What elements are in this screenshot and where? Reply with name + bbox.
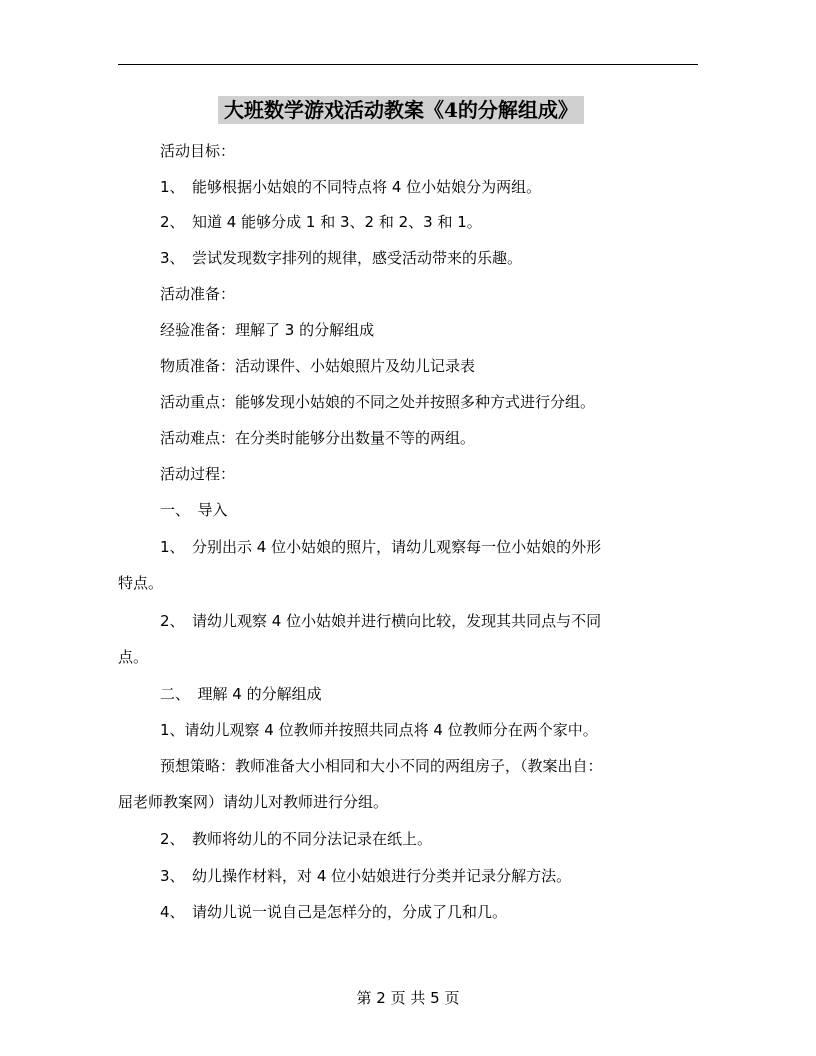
paragraph: 3、 尝试发现数字排列的规律，感受活动带来的乐趣。 [160,249,523,267]
paragraph: 一、 导入 [160,501,228,519]
header-rule [118,64,698,65]
paragraph: 2、 知道 4 能够分成 1 和 3、2 和 2、3 和 1。 [160,213,482,231]
paragraph: 活动重点：能够发现小姑娘的不同之处并按照多种方式进行分组。 [160,393,596,411]
paragraph: 1、 分别出示 4 位小姑娘的照片，请幼儿观察每一位小姑娘的外形 [160,538,602,556]
paragraph: 经验准备：理解了 3 的分解组成 [160,321,375,339]
paragraph: 4、 请幼儿说一说自己是怎样分的，分成了几和几。 [160,903,508,921]
paragraph: 活动目标： [160,142,236,160]
page-footer: 第 2 页 共 5 页 [356,989,460,1007]
paragraph: 点。 [118,648,149,666]
paragraph: 活动过程： [160,465,236,483]
paragraph: 2、 请幼儿观察 4 位小姑娘并进行横向比较，发现其共同点与不同 [160,612,602,630]
paragraph: 3、 幼儿操作材料，对 4 位小姑娘进行分类并记录分解方法。 [160,867,572,885]
paragraph: 特点。 [118,574,164,592]
paragraph: 预想策略：教师准备大小相同和大小不同的两组房子，（教案出自： [160,757,603,775]
paragraph: 二、 理解 4 的分解组成 [160,685,322,703]
document-title: 大班数学游戏活动教案《4的分解组成》 [218,96,584,124]
paragraph: 1、请幼儿观察 4 位教师并按照共同点将 4 位教师分在两个家中。 [160,721,598,739]
paragraph: 1、 能够根据小姑娘的不同特点将 4 位小姑娘分为两组。 [160,178,542,196]
paragraph: 物质准备：活动课件、小姑娘照片及幼儿记录表 [160,357,476,375]
paragraph: 活动难点：在分类时能够分出数量不等的两组。 [160,429,476,447]
paragraph: 活动准备： [160,285,236,303]
paragraph: 2、 教师将幼儿的不同分法记录在纸上。 [160,830,433,848]
paragraph: 屈老师教案网）请幼儿对教师进行分组。 [118,793,389,811]
